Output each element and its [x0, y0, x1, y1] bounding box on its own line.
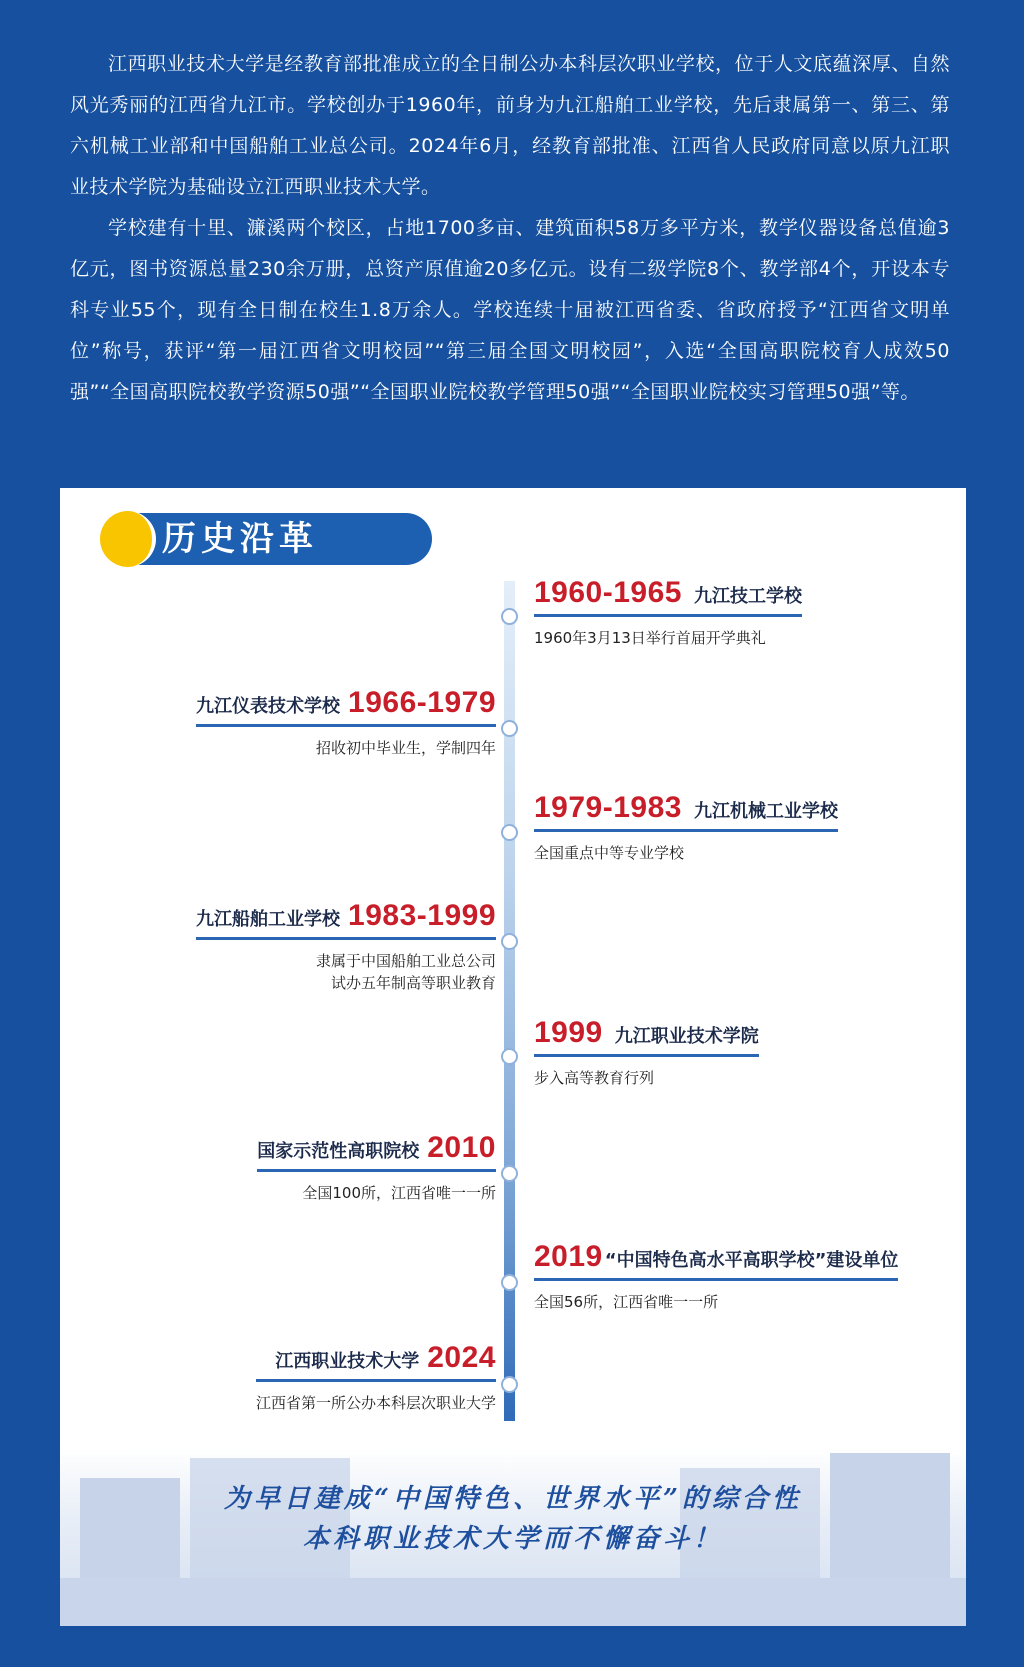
intro-text [70, 44, 950, 413]
slogan-line-2: 本科职业技术大学而不懈奋斗！ [302, 1524, 723, 1554]
entry-desc: 1960年3月13日举行首届开学典礼 [534, 629, 766, 647]
entry-year: 1999 [534, 1016, 603, 1049]
timeline-line [504, 581, 515, 1421]
entry-year: 2010 [427, 1131, 496, 1164]
timeline-entry [257, 1131, 496, 1204]
entry-desc [196, 950, 496, 994]
timeline-entry [196, 686, 496, 759]
entry-desc: 步入高等教育行列 [534, 1069, 655, 1087]
timeline-dot [501, 824, 518, 841]
ground-shape [60, 1578, 966, 1626]
timeline-dot [501, 1165, 518, 1182]
entry-year: 2019 [534, 1240, 603, 1273]
timeline-dot [501, 1274, 518, 1291]
entry-name: 九江技工学校 [693, 586, 802, 607]
history-title: 历史沿革 [162, 519, 318, 559]
entry-name: 九江机械工业学校 [693, 801, 838, 822]
entry-year: 1979-1983 [534, 791, 682, 824]
timeline-dot [501, 720, 518, 737]
entry-desc: 江西省第一所公办本科层次职业大学 [255, 1394, 496, 1412]
timeline-dot [501, 1048, 518, 1065]
entry-heading [534, 576, 802, 617]
entry-name: 江西职业技术大学 [275, 1351, 420, 1372]
entry-name: 九江船舶工业学校 [196, 909, 341, 930]
entry-name: 国家示范性高职院校 [257, 1141, 420, 1162]
entry-year: 2024 [427, 1341, 496, 1374]
timeline-entry [534, 1240, 898, 1313]
entry-heading [534, 1240, 898, 1281]
entry-name: 九江职业技术学院 [614, 1026, 759, 1047]
entry-heading [534, 1016, 759, 1057]
timeline-entry [196, 899, 496, 994]
timeline-entry [534, 1016, 759, 1089]
entry-heading [257, 1131, 496, 1172]
banner-circle-icon [100, 511, 156, 567]
timeline-entry [256, 1341, 496, 1414]
entry-desc: 全国重点中等专业学校 [534, 844, 685, 862]
entry-year: 1966-1979 [348, 686, 496, 719]
entry-heading [256, 1341, 496, 1382]
entry-desc-line: 试办五年制高等职业教育 [330, 974, 496, 992]
entry-year: 1983-1999 [348, 899, 496, 932]
intro-paragraph-1: 江西职业技术大学是经教育部批准成立的全日制公办本科层次职业学校，位于人文底蕴深厚、自然风光秀丽的江西省九江市。学校创办于1960年，前身为九江船舶工业学校，先后隶属第一、第三、第六机械工业部和中国船舶工业总公司。2024年6月，经教育部批准、江西省人民政府同意以原九江职业技术学院为基础设立江西职业技术大学。 [70, 53, 950, 198]
timeline-entry [534, 791, 838, 864]
timeline-entry [534, 576, 802, 649]
entry-heading [196, 899, 496, 940]
intro-paragraph-2: 学校建有十里、濂溪两个校区，占地1700多亩、建筑面积58万多平方米，教学仪器设备总值逾3亿元，图书资源总量230余万册，总资产原值逾20多亿元。设有二级学院8个、教学部4个，开设本专科专业55个，现有全日制在校生1.8万余人。学校连续十届被江西省委、省政府授予“江西省文明单位”称号，获评“第一届江西省文明校园”“第三届全国文明校园”，入选“全国高职院校育人成效50强”“全国高职院校教学资源50强”“全国职业院校教学管理50强”“全国职业院校实习管理50强”等。 [70, 217, 950, 403]
entry-name: 九江仪表技术学校 [196, 696, 341, 717]
history-banner [100, 511, 430, 567]
slogan-line-1: 为早日建成“中国特色、世界水平”的综合性 [224, 1484, 802, 1514]
entry-heading [534, 791, 838, 832]
entry-year: 1960-1965 [534, 576, 682, 609]
timeline-dot [501, 608, 518, 625]
entry-name: “中国特色高水平高职学校”建设单位 [604, 1250, 899, 1271]
timeline-dot [501, 1376, 518, 1393]
entry-desc: 招收初中毕业生，学制四年 [315, 739, 496, 757]
entry-desc-line: 隶属于中国船舶工业总公司 [315, 952, 496, 970]
entry-desc: 全国56所，江西省唯一一所 [534, 1293, 719, 1311]
history-panel [60, 488, 966, 1626]
timeline-dot [501, 933, 518, 950]
entry-heading [196, 686, 496, 727]
entry-desc: 全国100所，江西省唯一一所 [302, 1184, 496, 1202]
